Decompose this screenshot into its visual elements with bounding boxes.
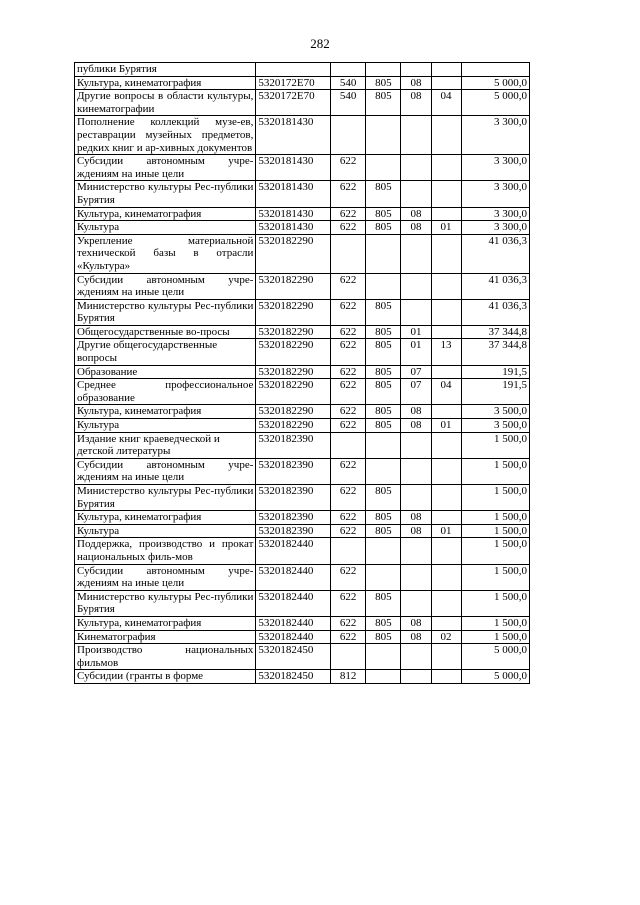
row-sum-cell: 41 036,3 [461, 273, 529, 299]
row-grbs-cell [366, 155, 401, 181]
table-row [75, 538, 530, 564]
row-rz-cell: 08 [401, 511, 431, 525]
row-sum-cell: 3 300,0 [461, 221, 529, 235]
table-row [75, 155, 530, 181]
row-code-cell: 5320182450 [256, 670, 331, 684]
row-name-cell: Культура [75, 221, 256, 235]
row-rz-cell [401, 299, 431, 325]
row-grbs-cell: 805 [366, 299, 401, 325]
table-row [75, 63, 530, 77]
table-row [75, 299, 530, 325]
row-pr-cell [431, 365, 461, 379]
row-grbs-cell [366, 458, 401, 484]
row-sum-cell: 1 500,0 [461, 524, 529, 538]
row-code-cell: 5320182290 [256, 273, 331, 299]
table-row [75, 181, 530, 207]
row-sum-cell: 1 500,0 [461, 538, 529, 564]
row-pr-cell [431, 273, 461, 299]
table-row [75, 339, 530, 365]
row-code-cell [256, 63, 331, 77]
table-row [75, 458, 530, 484]
row-grbs-cell [366, 538, 401, 564]
row-grbs-cell [366, 670, 401, 684]
row-code-cell: 5320182440 [256, 590, 331, 616]
row-name-cell: Другие общегосударственные вопросы [75, 339, 256, 365]
row-name-cell: Культура [75, 419, 256, 433]
row-rz-cell: 08 [401, 419, 431, 433]
row-grbs-cell: 805 [366, 221, 401, 235]
row-name-cell: публики Бурятия [75, 63, 256, 77]
row-pr-cell: 01 [431, 419, 461, 433]
row-pr-cell [431, 432, 461, 458]
row-grbs-cell [366, 644, 401, 670]
row-grbs-cell: 805 [366, 379, 401, 405]
row-vr-cell: 622 [330, 155, 365, 181]
row-code-cell: 5320182390 [256, 458, 331, 484]
row-pr-cell [431, 590, 461, 616]
budget-table [74, 62, 530, 684]
row-sum-cell: 37 344,8 [461, 325, 529, 339]
row-name-cell: Министерство культуры Рес-публики Бурятия [75, 485, 256, 511]
table-row [75, 116, 530, 155]
row-name-cell: Субсидии автономным учре-ждениям на иные цели [75, 155, 256, 181]
row-sum-cell: 5 000,0 [461, 76, 529, 90]
row-code-cell: 5320181430 [256, 207, 331, 221]
row-rz-cell: 01 [401, 339, 431, 365]
table-row [75, 76, 530, 90]
row-pr-cell [431, 234, 461, 273]
row-code-cell: 5320181430 [256, 116, 331, 155]
row-vr-cell [330, 234, 365, 273]
table-row [75, 616, 530, 630]
row-sum-cell: 37 344,8 [461, 339, 529, 365]
row-name-cell: Производство национальных фильмов [75, 644, 256, 670]
row-vr-cell: 622 [330, 221, 365, 235]
row-vr-cell: 622 [330, 564, 365, 590]
row-sum-cell: 3 300,0 [461, 116, 529, 155]
row-pr-cell [431, 485, 461, 511]
row-rz-cell [401, 670, 431, 684]
table-row [75, 207, 530, 221]
row-grbs-cell: 805 [366, 181, 401, 207]
row-grbs-cell [366, 432, 401, 458]
row-pr-cell [431, 616, 461, 630]
row-pr-cell [431, 644, 461, 670]
row-name-cell: Субсидии автономным учре-ждениям на иные цели [75, 458, 256, 484]
row-sum-cell: 3 300,0 [461, 207, 529, 221]
row-sum-cell: 191,5 [461, 365, 529, 379]
row-code-cell: 5320182440 [256, 630, 331, 644]
row-code-cell: 5320182290 [256, 365, 331, 379]
table-row [75, 405, 530, 419]
row-pr-cell [431, 538, 461, 564]
row-rz-cell [401, 458, 431, 484]
row-code-cell: 5320182440 [256, 564, 331, 590]
row-vr-cell: 622 [330, 419, 365, 433]
row-pr-cell [431, 63, 461, 77]
row-name-cell: Образование [75, 365, 256, 379]
row-name-cell: Кинематография [75, 630, 256, 644]
row-rz-cell [401, 485, 431, 511]
row-rz-cell: 07 [401, 379, 431, 405]
row-name-cell: Министерство культуры Рес-публики Бурятия [75, 299, 256, 325]
row-grbs-cell: 805 [366, 590, 401, 616]
row-rz-cell [401, 564, 431, 590]
row-vr-cell: 622 [330, 630, 365, 644]
row-sum-cell: 1 500,0 [461, 458, 529, 484]
row-name-cell: Культура, кинематография [75, 616, 256, 630]
row-rz-cell [401, 234, 431, 273]
table-row [75, 221, 530, 235]
table-row [75, 644, 530, 670]
row-pr-cell [431, 76, 461, 90]
row-name-cell: Субсидии (гранты в форме [75, 670, 256, 684]
row-sum-cell: 191,5 [461, 379, 529, 405]
row-code-cell: 5320172E70 [256, 90, 331, 116]
row-sum-cell: 1 500,0 [461, 590, 529, 616]
row-code-cell: 5320182440 [256, 616, 331, 630]
row-grbs-cell [366, 63, 401, 77]
row-rz-cell: 08 [401, 76, 431, 90]
row-name-cell: Другие вопросы в области культуры, кинематографии [75, 90, 256, 116]
row-grbs-cell [366, 116, 401, 155]
row-vr-cell [330, 432, 365, 458]
row-sum-cell: 5 000,0 [461, 90, 529, 116]
table-row [75, 273, 530, 299]
row-sum-cell: 1 500,0 [461, 485, 529, 511]
row-name-cell: Субсидии автономным учре-ждениям на иные цели [75, 273, 256, 299]
table-row [75, 379, 530, 405]
row-grbs-cell: 805 [366, 419, 401, 433]
row-name-cell: Министерство культуры Рес-публики Бурятия [75, 181, 256, 207]
row-rz-cell: 08 [401, 630, 431, 644]
row-code-cell: 5320172E70 [256, 76, 331, 90]
row-vr-cell: 622 [330, 339, 365, 365]
row-rz-cell [401, 116, 431, 155]
row-pr-cell [431, 458, 461, 484]
row-vr-cell: 622 [330, 325, 365, 339]
table-row [75, 419, 530, 433]
row-vr-cell [330, 538, 365, 564]
row-grbs-cell [366, 564, 401, 590]
row-rz-cell [401, 273, 431, 299]
row-name-cell: Культура [75, 524, 256, 538]
row-vr-cell: 622 [330, 458, 365, 484]
row-name-cell: Укрепление материальной технической базы в отрасли «Культура» [75, 234, 256, 273]
budget-table-body [75, 63, 530, 684]
row-grbs-cell: 805 [366, 485, 401, 511]
table-row [75, 325, 530, 339]
row-code-cell: 5320182290 [256, 379, 331, 405]
row-name-cell: Культура, кинематография [75, 511, 256, 525]
row-sum-cell: 1 500,0 [461, 630, 529, 644]
row-pr-cell [431, 325, 461, 339]
row-grbs-cell: 805 [366, 511, 401, 525]
row-vr-cell: 622 [330, 365, 365, 379]
row-sum-cell: 5 000,0 [461, 644, 529, 670]
row-code-cell: 5320182390 [256, 511, 331, 525]
row-grbs-cell: 805 [366, 405, 401, 419]
table-row [75, 630, 530, 644]
row-code-cell: 5320181430 [256, 221, 331, 235]
table-row [75, 365, 530, 379]
row-rz-cell: 08 [401, 616, 431, 630]
row-rz-cell [401, 538, 431, 564]
table-row [75, 511, 530, 525]
row-grbs-cell: 805 [366, 616, 401, 630]
row-sum-cell: 3 300,0 [461, 181, 529, 207]
row-grbs-cell [366, 273, 401, 299]
row-grbs-cell: 805 [366, 524, 401, 538]
row-sum-cell: 41 036,3 [461, 299, 529, 325]
row-vr-cell: 622 [330, 379, 365, 405]
row-rz-cell: 08 [401, 90, 431, 116]
row-pr-cell: 01 [431, 524, 461, 538]
row-pr-cell [431, 511, 461, 525]
row-grbs-cell: 805 [366, 365, 401, 379]
row-name-cell: Культура, кинематография [75, 76, 256, 90]
row-sum-cell [461, 63, 529, 77]
row-name-cell: Поддержка, производство и прокат национальных филь-мов [75, 538, 256, 564]
table-row [75, 234, 530, 273]
row-sum-cell: 1 500,0 [461, 616, 529, 630]
row-pr-cell [431, 564, 461, 590]
row-vr-cell [330, 644, 365, 670]
row-sum-cell: 5 000,0 [461, 670, 529, 684]
row-name-cell: Издание книг краеведческой и детской литературы [75, 432, 256, 458]
row-grbs-cell: 805 [366, 207, 401, 221]
row-code-cell: 5320182290 [256, 234, 331, 273]
row-code-cell: 5320182290 [256, 419, 331, 433]
row-rz-cell [401, 181, 431, 207]
row-sum-cell: 41 036,3 [461, 234, 529, 273]
row-pr-cell: 13 [431, 339, 461, 365]
row-name-cell: Общегосударственные во-просы [75, 325, 256, 339]
row-grbs-cell [366, 234, 401, 273]
row-grbs-cell: 805 [366, 325, 401, 339]
row-vr-cell: 622 [330, 590, 365, 616]
row-rz-cell [401, 63, 431, 77]
row-vr-cell: 622 [330, 616, 365, 630]
row-grbs-cell: 805 [366, 76, 401, 90]
row-rz-cell [401, 644, 431, 670]
row-rz-cell [401, 432, 431, 458]
row-rz-cell [401, 590, 431, 616]
table-row [75, 524, 530, 538]
row-vr-cell: 622 [330, 299, 365, 325]
row-pr-cell: 02 [431, 630, 461, 644]
row-name-cell: Культура, кинематография [75, 207, 256, 221]
table-row [75, 432, 530, 458]
table-row [75, 485, 530, 511]
row-grbs-cell: 805 [366, 339, 401, 365]
row-code-cell: 5320182290 [256, 325, 331, 339]
table-row [75, 590, 530, 616]
row-sum-cell: 1 500,0 [461, 511, 529, 525]
row-vr-cell [330, 63, 365, 77]
row-sum-cell: 3 500,0 [461, 405, 529, 419]
row-code-cell: 5320182290 [256, 339, 331, 365]
row-sum-cell: 1 500,0 [461, 564, 529, 590]
row-code-cell: 5320182440 [256, 538, 331, 564]
row-grbs-cell: 805 [366, 630, 401, 644]
row-vr-cell: 540 [330, 76, 365, 90]
row-vr-cell: 622 [330, 485, 365, 511]
row-rz-cell: 08 [401, 207, 431, 221]
row-pr-cell [431, 116, 461, 155]
row-name-cell: Культура, кинематография [75, 405, 256, 419]
row-rz-cell: 07 [401, 365, 431, 379]
row-pr-cell [431, 299, 461, 325]
page-number: 282 [310, 36, 330, 51]
row-vr-cell: 622 [330, 207, 365, 221]
row-vr-cell: 622 [330, 273, 365, 299]
row-vr-cell: 812 [330, 670, 365, 684]
row-rz-cell: 08 [401, 221, 431, 235]
row-code-cell: 5320182390 [256, 432, 331, 458]
row-vr-cell: 622 [330, 511, 365, 525]
row-code-cell: 5320182290 [256, 405, 331, 419]
row-grbs-cell: 805 [366, 90, 401, 116]
row-sum-cell: 1 500,0 [461, 432, 529, 458]
row-rz-cell: 01 [401, 325, 431, 339]
row-code-cell: 5320182290 [256, 299, 331, 325]
row-pr-cell [431, 405, 461, 419]
row-sum-cell: 3 500,0 [461, 419, 529, 433]
row-pr-cell [431, 207, 461, 221]
row-pr-cell [431, 155, 461, 181]
row-rz-cell: 08 [401, 405, 431, 419]
row-pr-cell: 04 [431, 90, 461, 116]
row-vr-cell: 540 [330, 90, 365, 116]
row-code-cell: 5320181430 [256, 155, 331, 181]
row-name-cell: Министерство культуры Рес-публики Бурятия [75, 590, 256, 616]
row-code-cell: 5320182390 [256, 524, 331, 538]
row-code-cell: 5320181430 [256, 181, 331, 207]
row-code-cell: 5320182390 [256, 485, 331, 511]
row-rz-cell [401, 155, 431, 181]
row-pr-cell: 01 [431, 221, 461, 235]
row-rz-cell: 08 [401, 524, 431, 538]
row-vr-cell: 622 [330, 405, 365, 419]
row-name-cell: Субсидии автономным учре-ждениям на иные цели [75, 564, 256, 590]
table-row [75, 670, 530, 684]
row-vr-cell: 622 [330, 181, 365, 207]
row-sum-cell: 3 300,0 [461, 155, 529, 181]
row-vr-cell: 622 [330, 524, 365, 538]
row-vr-cell [330, 116, 365, 155]
table-row [75, 564, 530, 590]
row-pr-cell [431, 181, 461, 207]
row-pr-cell [431, 670, 461, 684]
row-name-cell: Среднее профессиональное образование [75, 379, 256, 405]
row-code-cell: 5320182450 [256, 644, 331, 670]
row-name-cell: Пополнение коллекций музе-ев, реставрации музейных предметов, редких книг и ар-хивных документов [75, 116, 256, 155]
row-pr-cell: 04 [431, 379, 461, 405]
table-row [75, 90, 530, 116]
